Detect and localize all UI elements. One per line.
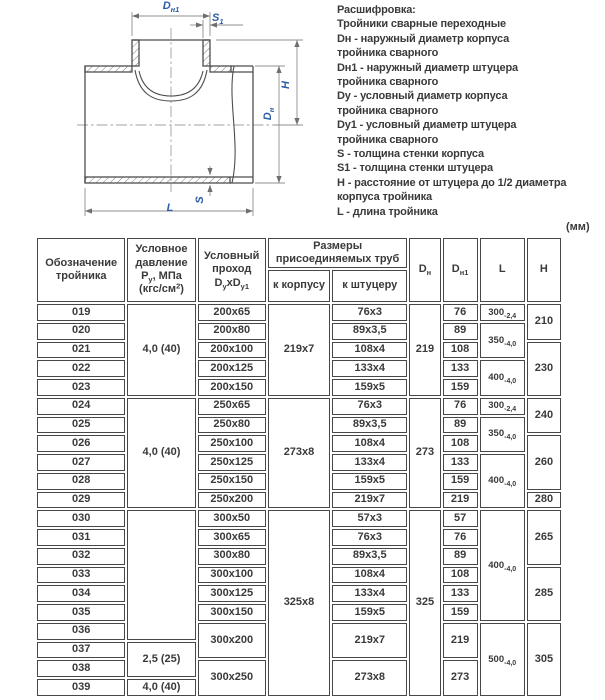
table-cell: 300x125 xyxy=(198,585,266,602)
table-cell: $300_{-2,4}$ xyxy=(480,398,525,415)
table-cell: 76 xyxy=(443,398,478,415)
table-cell: 230 xyxy=(527,342,561,396)
table-cell: 300x80 xyxy=(198,548,266,565)
table-cell: 023 xyxy=(37,379,125,396)
legend xyxy=(337,3,603,219)
legend-line: корпуса тройника xyxy=(337,191,432,204)
table-cell: 200x100 xyxy=(198,342,266,359)
table-cell: 300x200 xyxy=(198,623,266,659)
table-cell: 4,0 (40) xyxy=(127,679,195,696)
table-cell: $500_{-4,0}$ xyxy=(480,623,525,696)
table-cell: 020 xyxy=(37,323,125,340)
table-cell: 200x80 xyxy=(198,323,266,340)
table-cell: 108x4 xyxy=(332,435,407,452)
table-cell: 89x3,5 xyxy=(332,548,407,565)
table-header xyxy=(37,238,561,302)
table-cell: 76x3 xyxy=(332,304,407,321)
legend-line: тройника сварного xyxy=(337,47,439,60)
table-cell: 033 xyxy=(37,567,125,584)
table-cell: 108 xyxy=(443,567,478,584)
table-cell: 76 xyxy=(443,304,478,321)
table-cell: 200x65 xyxy=(198,304,266,321)
table-cell: 89 xyxy=(443,323,478,340)
table-cell: 305 xyxy=(527,623,561,696)
table-cell: 250x100 xyxy=(198,435,266,452)
header-dn: $D_н$ xyxy=(409,238,440,302)
table-cell: 300x250 xyxy=(198,660,266,696)
table-cell: 030 xyxy=(37,510,125,527)
table-cell: 219x7 xyxy=(268,304,330,396)
header-h: H xyxy=(527,238,561,302)
table-cell: 025 xyxy=(37,417,125,434)
table-cell: $300_{-2,4}$ xyxy=(480,304,525,321)
table-cell: 035 xyxy=(37,604,125,621)
table-cell: 2,5 (25) xyxy=(127,642,195,678)
table-cell: 76x3 xyxy=(332,529,407,546)
table-cell: 159x5 xyxy=(332,473,407,490)
legend-line: L - длина тройника xyxy=(337,205,438,218)
table-cell: 76 xyxy=(443,529,478,546)
table-cell: 89 xyxy=(443,548,478,565)
table-cell: 57 xyxy=(443,510,478,527)
legend-line: Dу1 - условный диаметр штуцера xyxy=(337,119,517,132)
table-cell: 300x65 xyxy=(198,529,266,546)
table-cell: 250x150 xyxy=(198,473,266,490)
legend-line: тройника сварного xyxy=(337,76,439,89)
table-cell: 250x200 xyxy=(198,492,266,509)
header-bore: Условный проход $D_уxD_{у1}$ xyxy=(198,238,266,302)
table-cell: 325x8 xyxy=(268,510,330,696)
table-cell: 032 xyxy=(37,548,125,565)
header-designation: Обозначение тройника xyxy=(37,238,125,302)
table-cell: $400_{-4,0}$ xyxy=(480,510,525,621)
dim-label-h: H xyxy=(280,81,292,89)
table-cell: $350_{-4,0}$ xyxy=(480,417,525,453)
table-cell: 240 xyxy=(527,398,561,434)
table-body xyxy=(37,304,561,696)
header-l: L xyxy=(480,238,525,302)
header-to-body: к корпусу xyxy=(268,270,330,302)
legend-line: Dн1 - наружный диаметр штуцера xyxy=(337,61,519,74)
table-cell: 133 xyxy=(443,360,478,377)
table-row xyxy=(37,398,561,415)
table-cell: 037 xyxy=(37,642,125,659)
table-cell: 028 xyxy=(37,473,125,490)
table-cell: 038 xyxy=(37,660,125,677)
table-cell: 108 xyxy=(443,435,478,452)
table-cell: 250x125 xyxy=(198,454,266,471)
break-line xyxy=(232,66,235,183)
unit-note: (мм) xyxy=(566,221,590,233)
table-cell: $350_{-4,0}$ xyxy=(480,323,525,359)
legend-line: S - толщина стенки корпуса xyxy=(337,148,484,161)
legend-line: Тройники сварные переходные xyxy=(337,18,506,31)
table-cell: $400_{-4,0}$ xyxy=(480,454,525,508)
table-row xyxy=(37,510,561,527)
table-cell xyxy=(127,510,195,639)
legend-line: тройника сварного xyxy=(337,104,439,117)
table-cell: 108x4 xyxy=(332,567,407,584)
header-pipes-group: Размеры присоединяемых труб xyxy=(268,238,408,268)
table-cell: 89x3,5 xyxy=(332,417,407,434)
dim-label-s: S xyxy=(194,196,206,204)
table-cell: 273 xyxy=(443,660,478,696)
table-cell: 108x4 xyxy=(332,342,407,359)
table-cell: 273x8 xyxy=(332,660,407,696)
dim-label-l: L xyxy=(166,202,174,214)
table-cell: 133x4 xyxy=(332,360,407,377)
table-cell: 021 xyxy=(37,342,125,359)
dim-label-s1: $S_1$ xyxy=(212,12,224,26)
table-row xyxy=(37,304,561,321)
header-to-branch: к штуцеру xyxy=(332,270,407,302)
table-cell: 325 xyxy=(409,510,440,696)
table-cell: 76x3 xyxy=(332,398,407,415)
legend-line: H - расстояние от штуцера до 1/2 диаметра xyxy=(337,176,567,189)
table-cell: 219 xyxy=(443,623,478,659)
table-cell: 219 xyxy=(409,304,440,396)
table-cell: 219 xyxy=(443,492,478,509)
legend-line: S1 - толщина стенки штуцера xyxy=(337,162,493,175)
table-cell: 200x125 xyxy=(198,360,266,377)
table-cell: 89 xyxy=(443,417,478,434)
table-cell: 108 xyxy=(443,342,478,359)
centerlines xyxy=(77,28,274,192)
header-pressure: Условное давление $P_у$, МПа $(кгс/см^2)$ xyxy=(127,238,195,302)
table-cell: 250x65 xyxy=(198,398,266,415)
table-cell: $400_{-4,0}$ xyxy=(480,360,525,396)
table-cell: 159 xyxy=(443,473,478,490)
table-cell: 4,0 (40) xyxy=(127,398,195,509)
table-cell: 027 xyxy=(37,454,125,471)
table-cell: 133 xyxy=(443,585,478,602)
legend-line: Dн - наружный диаметр корпуса xyxy=(337,32,510,45)
table-cell: 273x8 xyxy=(268,398,330,509)
header-dn1: $D_{н1}$ xyxy=(443,238,478,302)
table-cell: 285 xyxy=(527,567,561,621)
table-cell: 265 xyxy=(527,510,561,564)
table-cell: 260 xyxy=(527,435,561,489)
legend-line: тройника сварного xyxy=(337,133,439,146)
table-cell: 57x3 xyxy=(332,510,407,527)
table-cell: 024 xyxy=(37,398,125,415)
table-cell: 200x150 xyxy=(198,379,266,396)
table-cell: 036 xyxy=(37,623,125,640)
table-cell: 219x7 xyxy=(332,492,407,509)
table-cell: 273 xyxy=(409,398,440,509)
table-cell: 219x7 xyxy=(332,623,407,659)
table-cell: 133x4 xyxy=(332,585,407,602)
table-cell: 300x150 xyxy=(198,604,266,621)
table-cell: 300x100 xyxy=(198,567,266,584)
dim-label-dn1: $D_{н1}$ xyxy=(162,0,180,14)
table-cell: 022 xyxy=(37,360,125,377)
table-cell: 300x50 xyxy=(198,510,266,527)
legend-line: Dу - условный диаметр корпуса xyxy=(337,90,508,103)
table-cell: 029 xyxy=(37,492,125,509)
table-cell: 4,0 (40) xyxy=(127,304,195,396)
table-cell: 034 xyxy=(37,585,125,602)
table-cell: 159x5 xyxy=(332,604,407,621)
dim-label-dn: $D_н$ xyxy=(262,107,276,121)
table-cell: 133x4 xyxy=(332,454,407,471)
tee-body xyxy=(85,66,253,183)
table-cell: 026 xyxy=(37,435,125,452)
table-cell: 031 xyxy=(37,529,125,546)
table-cell: 159 xyxy=(443,379,478,396)
table-cell: 89x3,5 xyxy=(332,323,407,340)
table-cell: 039 xyxy=(37,679,125,696)
table-cell: 019 xyxy=(37,304,125,321)
table-cell: 210 xyxy=(527,304,561,340)
dimensions-table xyxy=(35,236,563,698)
legend-line: Расшифровка: xyxy=(337,4,416,16)
table-cell: 159 xyxy=(443,604,478,621)
table-cell: 159x5 xyxy=(332,379,407,396)
table-cell: 250x80 xyxy=(198,417,266,434)
table-cell: 133 xyxy=(443,454,478,471)
table-cell: 280 xyxy=(527,492,561,509)
